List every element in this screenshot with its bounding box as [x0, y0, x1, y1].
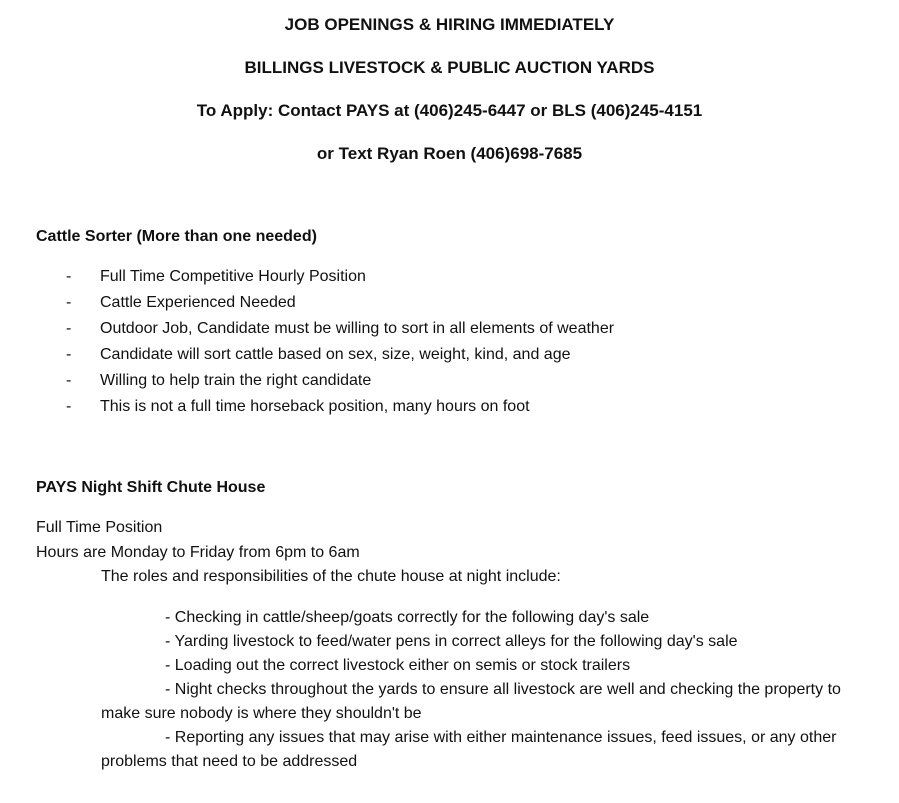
list-item	[66, 344, 614, 370]
apply-contact-line: To Apply: Contact PAYS at (406)245-6447 or BLS (406)245-4151	[196, 101, 703, 120]
document-title: JOB OPENINGS & HIRING IMMEDIATELY	[284, 15, 615, 34]
shift-hours: Hours are Monday to Friday from 6pm to 6am	[36, 544, 360, 561]
list-item-text: This is not a full time horseback position, many hours on foot	[100, 398, 530, 415]
text-contact-line: or Text Ryan Roen (406)698-7685	[316, 144, 583, 163]
list-item-text: Outdoor Job, Candidate must be willing to sort in all elements of weather	[100, 320, 615, 337]
bullet-marker: -	[66, 346, 72, 363]
duty-item: - Night checks throughout the yards to ensure all livestock are well and checking the property to make sure nobody is where they shouldn't be	[101, 681, 841, 722]
list-item	[66, 292, 614, 318]
list-item-text: Willing to help train the right candidate	[100, 372, 372, 389]
roles-intro: The roles and responsibilities of the chute house at night include:	[101, 568, 561, 585]
list-item	[66, 396, 614, 422]
list-item	[66, 266, 614, 292]
list-item-text: Full Time Competitive Hourly Position	[100, 268, 366, 285]
duty-item: - Yarding livestock to feed/water pens in correct alleys for the following day's sale	[165, 633, 738, 650]
bullet-marker: -	[66, 320, 72, 337]
duty-item: - Checking in cattle/sheep/goats correctly for the following day's sale	[165, 609, 650, 626]
list-item	[66, 318, 614, 344]
duty-item: - Reporting any issues that may arise with either maintenance issues, feed issues, or any other problems that need to be addressed	[101, 729, 837, 770]
bullet-marker: -	[66, 268, 72, 285]
bullet-marker: -	[66, 372, 72, 389]
cattle-sorter-list	[66, 266, 614, 422]
company-name: BILLINGS LIVESTOCK & PUBLIC AUCTION YARDS	[244, 58, 655, 77]
bullet-marker: -	[66, 398, 72, 415]
cattle-sorter-heading: Cattle Sorter (More than one needed)	[36, 228, 317, 245]
full-time-position: Full Time Position	[36, 519, 163, 536]
list-item-text: Cattle Experienced Needed	[100, 294, 296, 311]
list-item-text: Candidate will sort cattle based on sex, size, weight, kind, and age	[100, 346, 571, 363]
duty-item: - Loading out the correct livestock either on semis or stock trailers	[165, 657, 631, 674]
list-item	[66, 370, 614, 396]
chute-house-heading: PAYS Night Shift Chute House	[36, 479, 266, 496]
bullet-marker: -	[66, 294, 72, 311]
